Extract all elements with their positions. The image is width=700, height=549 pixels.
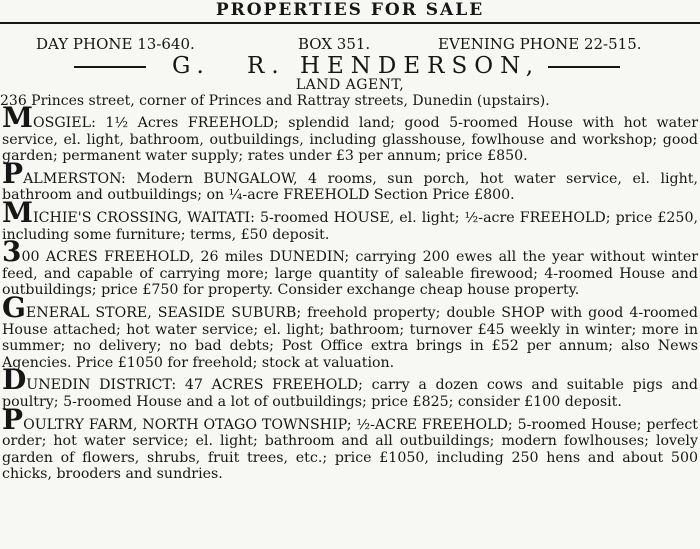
heading-rule (0, 22, 700, 24)
agent-initial: G. (172, 53, 211, 79)
listing: MOSGIEL: 1½ Acres FREEHOLD; splendid land; good 5-roomed House with hot water service, el. light, bathroom, outbuildings, including glasshouse, fowlhouse and workshop; good garden; permanent water supply; rates under £3 per annum; price £850. (2, 101, 698, 165)
listing: PALMERSTON: Modern BUNGALOW, 4 rooms, sun porch, hot water service, el. light, bathroom and outbuildings; on ¼-acre FREEHOLD Section Price £800. (2, 156, 698, 204)
listing: DUNEDIN DISTRICT: 47 ACRES FREEHOLD; carry a dozen cows and suitable pigs and poultry; 5-roomed House and a lot of outbuildings; price £825; consider £100 deposit. (2, 363, 698, 410)
agent-address: 236 Princes street, corner of Princes and Rattray streets, Dunedin (upstairs). (0, 93, 550, 109)
agent-name: R. HENDERSON, (247, 53, 541, 79)
day-phone: DAY PHONE 13-640. (36, 35, 195, 53)
listing: GENERAL STORE, SEASIDE SUBURB; freehold property; double SHOP with good 4-roomed House attached; hot water service; el. light; bathroom; turnover £45 weekly in winter; more in summer; no delivery; no bad debts; Post Office extra brings in £52 per annum; also News Agencies. Price £1050 for freehold; stock at valuation. (2, 290, 698, 371)
evening-phone: EVENING PHONE 22-515. (438, 35, 642, 53)
listing: 300 ACRES FREEHOLD, 26 miles DUNEDIN; carrying 200 ewes all the year without winter feed, and capable of carrying more; large quantity of saleable firewood; 4-roomed House and outbuildings; price £750 for property. Consider exchange cheap house property. (2, 235, 698, 299)
listings (2, 101, 698, 483)
right-dash-rule (548, 66, 620, 68)
agent-role: LAND AGENT, (295, 77, 405, 93)
listing: POULTRY FARM, NORTH OTAGO TOWNSHIP; ½-ACRE FREEHOLD; 5-roomed House; perfect order; hot water service; el. light; bathroom and all outbuildings; modern fowlhouses; lovely garden of flowers, shrubs, fruit trees, etc.; price £1050, including 250 hens and about 500 chicks, brooders and sundries. (2, 402, 698, 483)
box-number: BOX 351. (298, 35, 371, 53)
listing: MICHIE'S CROSSING, WAITATI: 5-roomed HOUSE, el. light; ½-acre FREEHOLD; price £250, including some furniture; terms, £50 deposit. (2, 195, 698, 243)
contact-line (0, 34, 700, 54)
section-heading: PROPERTIES FOR SALE (215, 0, 485, 20)
